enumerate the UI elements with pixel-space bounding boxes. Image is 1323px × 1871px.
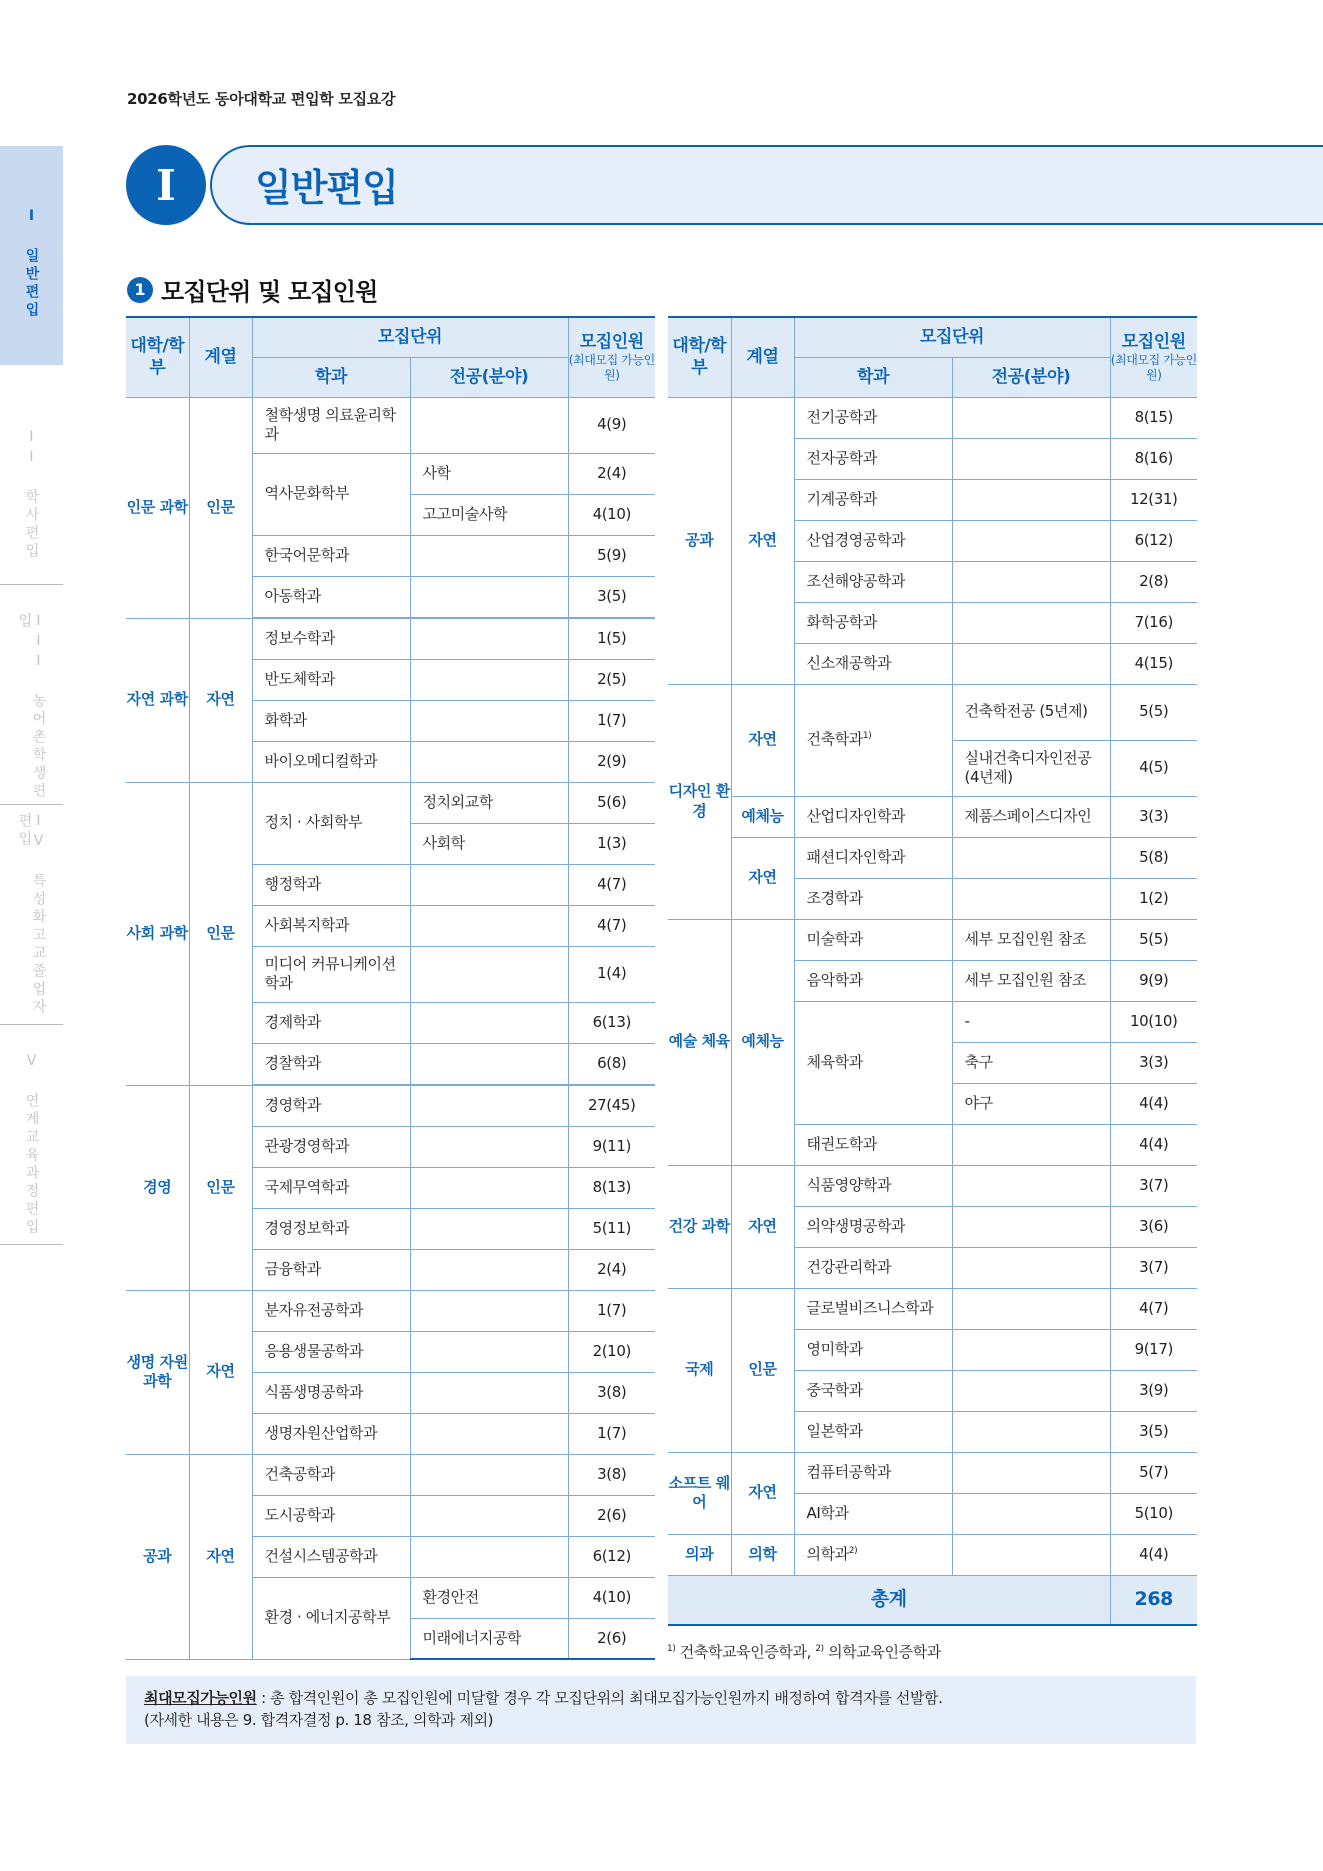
count-cell: 5(6) [568,782,655,823]
major-cell [410,1290,568,1331]
count-cell: 3(9) [1110,1370,1197,1411]
dept-cell: 관광경영학과 [252,1126,410,1167]
major-cell: 미래에너지공학 [410,1618,568,1659]
side-nav-item-bachelor[interactable] [0,365,63,585]
major-cell [952,1411,1110,1452]
header-dept: 학과 [794,357,952,397]
major-cell [952,1329,1110,1370]
dept-cell: 정보수학과 [252,618,410,659]
dept-cell: 건강관리학과 [794,1247,952,1288]
major-cell: 야구 [952,1083,1110,1124]
major-cell: 정치외교학 [410,782,568,823]
dept-cell: 철학생명 의료윤리학과 [252,397,410,453]
track-cell: 예체능 [731,919,794,1165]
major-cell [410,535,568,576]
count-cell: 9(17) [1110,1329,1197,1370]
dept-cell: 경영학과 [252,1085,410,1126]
table-row [668,837,1197,878]
major-cell [410,659,568,700]
count-cell: 1(3) [568,823,655,864]
dept-cell: 건축공학과 [252,1454,410,1495]
count-cell: 5(7) [1110,1452,1197,1493]
major-cell: 세부 모집인원 참조 [952,960,1110,1001]
count-cell: 6(12) [1110,520,1197,561]
count-cell: 6(13) [568,1002,655,1043]
major-cell: - [952,1001,1110,1042]
count-cell: 3(6) [1110,1206,1197,1247]
section-title: 모집단위 및 모집인원 [161,278,378,306]
count-cell: 8(13) [568,1167,655,1208]
dept-cell: 미디어 커뮤니케이션학과 [252,946,410,1002]
dept-cell: 미술학과 [794,919,952,960]
dept-cell: 경영정보학과 [252,1208,410,1249]
track-cell: 자연 [189,1454,252,1659]
count-cell: 2(4) [568,1249,655,1290]
dept-cell: 산업디자인학과 [794,796,952,837]
track-cell: 자연 [731,397,794,684]
major-cell [410,1372,568,1413]
dept-cell: 산업경영공학과 [794,520,952,561]
count-cell: 4(10) [568,1577,655,1618]
count-cell: 3(7) [1110,1165,1197,1206]
major-cell [410,1126,568,1167]
side-nav-label: V 연계교육과정편입 [23,1053,40,1237]
college-cell: 공과 [126,1454,189,1659]
table-row [668,1165,1197,1206]
header-count: 모집인원 (최대모집 가능인원) [1110,317,1197,397]
college-cell: 디자인 환경 [668,684,731,919]
count-cell: 4(10) [568,494,655,535]
count-cell: 5(5) [1110,919,1197,960]
side-nav-label: IV 특성화고교졸업자편입 [16,813,47,1017]
dept-cell: 화학공학과 [794,602,952,643]
count-cell: 2(9) [568,741,655,782]
major-cell [952,1370,1110,1411]
side-nav-item-general[interactable] [0,146,63,365]
dept-cell: 컴퓨터공학과 [794,1452,952,1493]
count-cell: 27(45) [568,1085,655,1126]
header-major: 전공(분야) [410,357,568,397]
major-cell [410,946,568,1002]
count-cell: 3(5) [568,576,655,617]
major-cell [410,700,568,741]
note-label: 최대모집가능인원 [144,1689,257,1707]
count-cell: 2(4) [568,453,655,494]
major-cell [952,1452,1110,1493]
count-cell: 4(7) [568,905,655,946]
major-cell [410,1002,568,1043]
major-cell: 실내건축디자인전공 (4년제) [952,740,1110,796]
college-cell: 예술 체육 [668,919,731,1165]
college-cell: 경영 [126,1085,189,1290]
track-cell: 인문 [731,1288,794,1452]
count-cell: 3(5) [1110,1411,1197,1452]
major-cell [410,1085,568,1126]
count-cell: 3(8) [568,1372,655,1413]
major-cell [410,618,568,659]
total-label: 총계 [668,1575,1110,1625]
college-cell: 의과 [668,1534,731,1575]
major-cell [410,1495,568,1536]
section-number-badge: 1 [127,277,153,303]
count-cell: 1(5) [568,618,655,659]
dept-cell: 건축학과$^{1)}$ [794,684,952,796]
major-cell: 사학 [410,453,568,494]
dept-cell: 응용생물공학과 [252,1331,410,1372]
count-cell: 5(5) [1110,684,1197,740]
major-cell [952,643,1110,684]
major-cell [952,1493,1110,1534]
major-cell [410,905,568,946]
dept-cell: 의약생명공학과 [794,1206,952,1247]
count-cell: 4(4) [1110,1083,1197,1124]
count-cell: 1(4) [568,946,655,1002]
count-cell: 10(10) [1110,1001,1197,1042]
note-line-2: (자세한 내용은 9. 합격자결정 p. 18 참조, 의학과 제외) [144,1710,494,1729]
dept-cell: 반도체학과 [252,659,410,700]
count-cell: 2(10) [568,1331,655,1372]
count-cell: 4(9) [568,397,655,453]
track-cell: 인문 [189,397,252,618]
major-cell [952,1247,1110,1288]
side-navigation [0,146,63,1245]
track-cell: 자연 [189,1290,252,1454]
dept-cell: 패션디자인학과 [794,837,952,878]
major-cell [410,1167,568,1208]
major-cell [410,576,568,617]
dept-cell: 화학과 [252,700,410,741]
count-cell: 1(7) [568,1413,655,1454]
major-cell [952,1124,1110,1165]
major-cell [410,864,568,905]
track-cell: 의학 [731,1534,794,1575]
table-row [668,684,1197,740]
count-cell: 4(4) [1110,1534,1197,1575]
college-cell: 사회 과학 [126,782,189,1085]
dept-cell: 정치 · 사회학부 [252,782,410,864]
dept-cell: 환경 · 에너지공학부 [252,1577,410,1659]
dept-cell: 의학과$^{2)}$ [794,1534,952,1575]
page-title: 일반편입 [255,166,398,210]
major-cell [952,479,1110,520]
major-cell [952,1288,1110,1329]
major-cell: 건축학전공 (5년제) [952,684,1110,740]
major-cell [410,1536,568,1577]
track-cell: 자연 [731,837,794,919]
track-cell: 인문 [189,1085,252,1290]
header-unit: 모집단위 [794,317,1110,357]
college-cell: 공과 [668,397,731,684]
major-cell [952,1534,1110,1575]
table-row [126,782,655,823]
count-cell: 2(8) [1110,561,1197,602]
recruitment-table-left [126,316,655,1660]
count-cell: 5(8) [1110,837,1197,878]
count-cell: 3(7) [1110,1247,1197,1288]
header-track: 계열 [189,317,252,397]
major-cell [410,1454,568,1495]
track-cell: 자연 [731,684,794,796]
table-row [668,397,1197,438]
count-cell: 2(6) [568,1618,655,1659]
dept-cell: 영미학과 [794,1329,952,1370]
header-college: 대학/학부 [668,317,731,397]
count-cell: 5(10) [1110,1493,1197,1534]
college-cell: 건강 과학 [668,1165,731,1288]
dept-cell: 글로벌비즈니스학과 [794,1288,952,1329]
total-value: 268 [1110,1575,1197,1625]
major-cell: 제품스페이스디자인 [952,796,1110,837]
count-cell: 3(8) [568,1454,655,1495]
table-row [668,919,1197,960]
dept-cell: 기계공학과 [794,479,952,520]
dept-cell: 중국학과 [794,1370,952,1411]
count-cell: 12(31) [1110,479,1197,520]
college-cell: 생명 자원 과학 [126,1290,189,1454]
side-nav-label: I 일반편입 [23,208,40,320]
table-row [126,618,655,659]
recruitment-table-right [668,316,1197,1626]
count-cell: 8(16) [1110,438,1197,479]
count-cell: 4(5) [1110,740,1197,796]
dept-cell: 바이오메디컬학과 [252,741,410,782]
college-cell: 소프트 웨어 [668,1452,731,1534]
chapter-number-badge: I [126,145,206,225]
dept-cell: 국제무역학과 [252,1167,410,1208]
count-cell: 2(5) [568,659,655,700]
dept-cell: 식품영양학과 [794,1165,952,1206]
header-count: 모집인원 (최대모집 가능인원) [568,317,655,397]
count-cell: 3(3) [1110,1042,1197,1083]
track-cell: 자연 [189,618,252,782]
college-cell: 자연 과학 [126,618,189,782]
major-cell [952,438,1110,479]
count-cell: 6(8) [568,1043,655,1084]
header-unit: 모집단위 [252,317,568,357]
count-cell: 2(6) [568,1495,655,1536]
dept-cell: 일본학과 [794,1411,952,1452]
major-cell: 환경안전 [410,1577,568,1618]
document-header: 2026학년도 동아대학교 편입학 모집요강 [127,90,396,108]
dept-cell: 전자공학과 [794,438,952,479]
dept-cell: 체육학과 [794,1001,952,1124]
count-cell: 5(9) [568,535,655,576]
college-cell: 국제 [668,1288,731,1452]
dept-cell: 태권도학과 [794,1124,952,1165]
major-cell [952,397,1110,438]
major-cell [410,1331,568,1372]
major-cell [952,878,1110,919]
track-cell: 인문 [189,782,252,1085]
major-cell [410,1413,568,1454]
header-major: 전공(분야) [952,357,1110,397]
count-cell: 4(7) [1110,1288,1197,1329]
count-cell: 1(7) [568,1290,655,1331]
count-cell: 1(7) [568,700,655,741]
major-cell: 사회학 [410,823,568,864]
major-cell [410,1249,568,1290]
count-cell: 4(7) [568,864,655,905]
dept-cell: 아동학과 [252,576,410,617]
table-row [126,1454,655,1495]
dept-cell: 음악학과 [794,960,952,1001]
note-line-1: 최대모집가능인원 : 총 합격인원이 총 모집인원에 미달할 경우 각 모집단위의 최대모집가능인원까지 배정하여 합격자를 선발함. [144,1689,943,1707]
college-cell: 인문 과학 [126,397,189,618]
track-cell: 자연 [731,1452,794,1534]
side-nav-label: II 학사편입 [23,429,40,561]
dept-cell: 사회복지학과 [252,905,410,946]
track-cell: 자연 [731,1165,794,1288]
dept-cell: 신소재공학과 [794,643,952,684]
count-cell: 4(15) [1110,643,1197,684]
dept-cell: 전기공학과 [794,397,952,438]
note-box [126,1676,1196,1744]
major-cell: 세부 모집인원 참조 [952,919,1110,960]
count-cell: 9(11) [568,1126,655,1167]
table-row [668,1534,1197,1575]
count-cell: 4(4) [1110,1124,1197,1165]
table-row [126,397,655,453]
major-cell: 고고미술사학 [410,494,568,535]
table-row [126,1085,655,1126]
total-row [668,1575,1197,1625]
track-cell: 예체능 [731,796,794,837]
dept-cell: 조선해양공학과 [794,561,952,602]
dept-cell: 조경학과 [794,878,952,919]
major-cell [952,520,1110,561]
count-cell: 3(3) [1110,796,1197,837]
major-cell [952,837,1110,878]
dept-cell: 경찰학과 [252,1043,410,1084]
side-nav-item-rural[interactable] [0,585,63,805]
header-dept: 학과 [252,357,410,397]
count-cell: 1(2) [1110,878,1197,919]
dept-cell: 식품생명공학과 [252,1372,410,1413]
header-track: 계열 [731,317,794,397]
count-cell: 6(12) [568,1536,655,1577]
dept-cell: 행정학과 [252,864,410,905]
dept-cell: 건설시스템공학과 [252,1536,410,1577]
dept-cell: 역사문화학부 [252,453,410,535]
count-cell: 5(11) [568,1208,655,1249]
dept-cell: 금융학과 [252,1249,410,1290]
section-heading [127,272,378,307]
side-nav-item-linked[interactable] [0,1025,63,1245]
dept-cell: AI학과 [794,1493,952,1534]
table-row [668,1452,1197,1493]
side-nav-label: III 농어촌학생편입 [16,613,47,801]
header-college: 대학/학부 [126,317,189,397]
table-row [668,1288,1197,1329]
major-cell: 축구 [952,1042,1110,1083]
major-cell [410,741,568,782]
count-cell: 8(15) [1110,397,1197,438]
dept-cell: 생명자원산업학과 [252,1413,410,1454]
major-cell [410,397,568,453]
major-cell [410,1208,568,1249]
count-cell: 9(9) [1110,960,1197,1001]
dept-cell: 한국어문학과 [252,535,410,576]
dept-cell: 경제학과 [252,1002,410,1043]
major-cell [952,561,1110,602]
major-cell [952,1165,1110,1206]
table-row [126,1290,655,1331]
major-cell [952,602,1110,643]
dept-cell: 도시공학과 [252,1495,410,1536]
side-nav-item-vocational[interactable] [0,805,63,1025]
major-cell [952,1206,1110,1247]
table-row [668,796,1197,837]
footnote: $^{1)}$ 건축학교육인증학과, $^{2)}$ 의학교육인증학과 [667,1643,941,1661]
count-cell: 7(16) [1110,602,1197,643]
dept-cell: 분자유전공학과 [252,1290,410,1331]
major-cell [410,1043,568,1084]
